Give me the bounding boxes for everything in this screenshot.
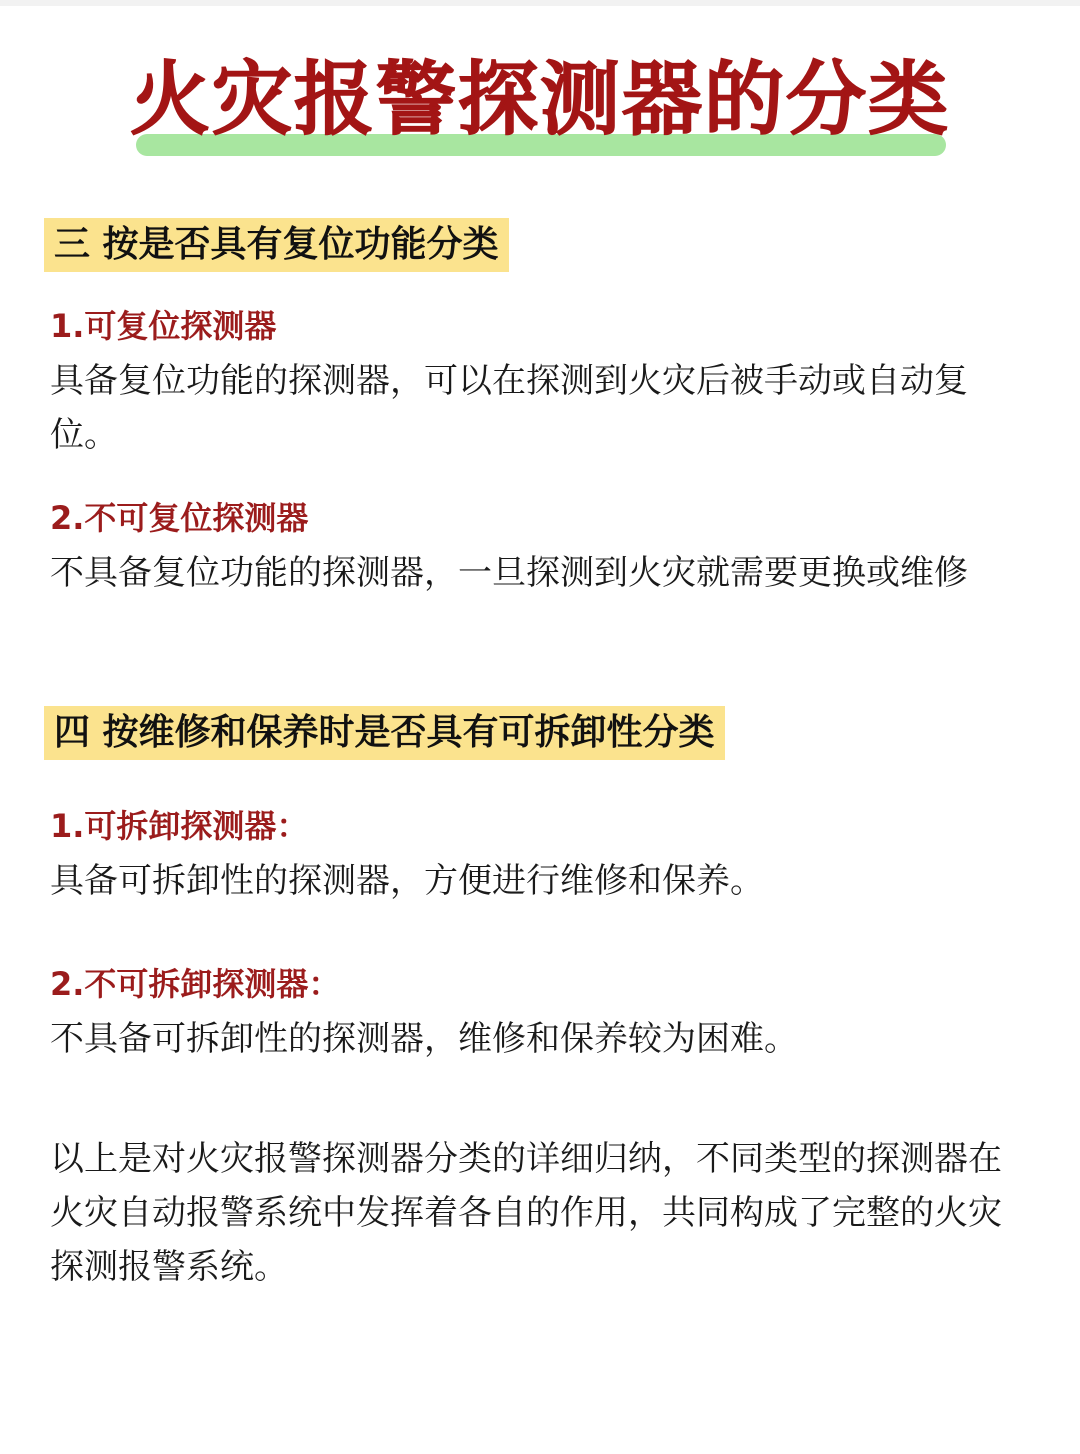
item-title-resettable: 1.可复位探测器 [50,307,277,345]
item-title-detachable: 1.可拆卸探测器： [50,807,309,845]
summary-paragraph: 以上是对火灾报警探测器分类的详细归纳，不同类型的探测器在火灾自动报警系统中发挥着各自的作用，共同构成了完整的火灾探测报警系统。 [50,1139,1002,1287]
title-container [0,50,1080,150]
item-desc-non-resettable: 不具备复位功能的探测器，一旦探测到火灾就需要更换或维修 [50,553,968,593]
item-desc-detachable: 具备可拆卸性的探测器，方便进行维修和保养。 [50,861,764,901]
item-title-non-resettable: 2.不可复位探测器 [50,499,309,537]
page-title: 火灾报警探测器的分类 [130,53,950,146]
item-title-non-detachable: 2.不可拆卸探测器： [50,965,341,1003]
section-heading-detachable: 四 按维修和保养时是否具有可拆卸性分类 [44,706,725,760]
item-desc-non-detachable: 不具备可拆卸性的探测器，维修和保养较为困难。 [50,1019,798,1059]
top-border [0,0,1080,6]
item-desc-resettable: 具备复位功能的探测器，可以在探测到火灾后被手动或自动复位。 [50,361,968,455]
section-heading-reset: 三 按是否具有复位功能分类 [44,218,509,272]
